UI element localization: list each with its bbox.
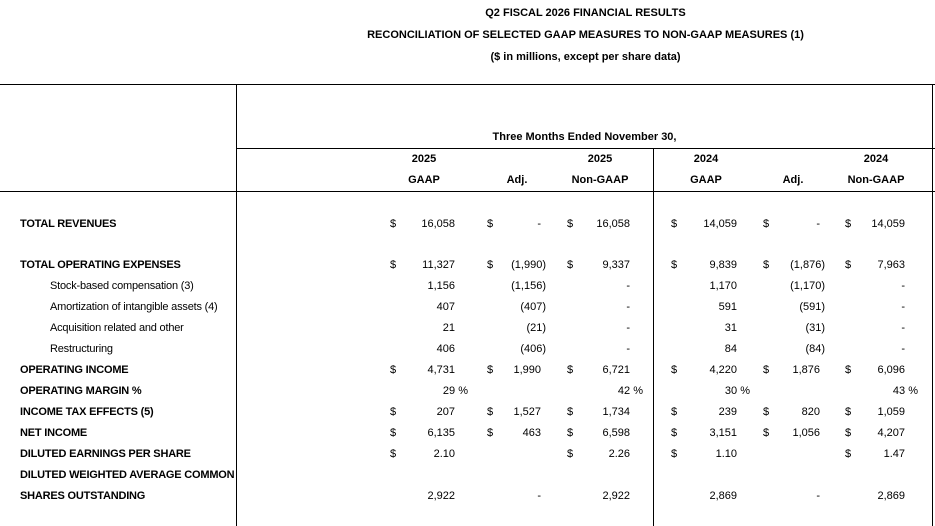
dollar-sign: $ bbox=[763, 406, 770, 418]
cell-value: 6,096 bbox=[877, 364, 905, 376]
cell-value: 463 bbox=[522, 427, 541, 439]
period-header: Three Months Ended November 30, bbox=[492, 131, 677, 143]
dollar-sign: $ bbox=[567, 364, 574, 376]
cell-value: 1,876 bbox=[792, 364, 820, 376]
dollar-sign: $ bbox=[671, 259, 678, 271]
dollar-sign: $ bbox=[845, 364, 852, 376]
dollar-sign: $ bbox=[671, 427, 678, 439]
cell-value: 30 % bbox=[724, 385, 750, 397]
table-row bbox=[0, 339, 935, 360]
row-label: TOTAL OPERATING EXPENSES bbox=[20, 259, 181, 271]
cell-value: 239 bbox=[718, 406, 737, 418]
cell-value: 31 bbox=[724, 322, 737, 334]
cell-value: 4,207 bbox=[877, 427, 905, 439]
cell-value: - bbox=[901, 280, 905, 292]
table-row bbox=[0, 214, 935, 235]
cell-value: 591 bbox=[718, 301, 737, 313]
row-label: NET INCOME bbox=[20, 427, 88, 439]
cell-value: 1,527 bbox=[513, 406, 541, 418]
report-units-note: ($ in millions, except per share data) bbox=[490, 51, 681, 63]
row-label: Restructuring bbox=[50, 343, 113, 355]
dollar-sign: $ bbox=[845, 259, 852, 271]
cell-value: 6,721 bbox=[602, 364, 630, 376]
table-row bbox=[0, 297, 935, 318]
column-header-underline bbox=[0, 191, 935, 192]
dollar-sign: $ bbox=[763, 259, 770, 271]
dollar-sign: $ bbox=[671, 218, 678, 230]
report-subtitle: RECONCILIATION OF SELECTED GAAP MEASURES TO NON-GAAP MEASURES (1) bbox=[367, 29, 804, 41]
cell-value: 820 bbox=[801, 406, 820, 418]
cell-value: (1,156) bbox=[511, 280, 546, 292]
cell-value: 2.26 bbox=[608, 448, 630, 460]
cell-value: - bbox=[537, 490, 541, 502]
cell-value: 1,059 bbox=[877, 406, 905, 418]
cell-value: 11,327 bbox=[422, 259, 455, 271]
cell-value: 6,598 bbox=[602, 427, 630, 439]
column-header-adj-2025: Adj. bbox=[506, 174, 528, 186]
cell-value: 207 bbox=[436, 406, 455, 418]
dollar-sign: $ bbox=[487, 406, 494, 418]
dollar-sign: $ bbox=[671, 364, 678, 376]
row-label: SHARES OUTSTANDING bbox=[20, 490, 146, 502]
dollar-sign: $ bbox=[390, 218, 397, 230]
table-row bbox=[0, 444, 935, 465]
cell-value: 29 % bbox=[442, 385, 468, 397]
cell-value: 9,337 bbox=[602, 259, 630, 271]
cell-value: 7,963 bbox=[877, 259, 905, 271]
column-header-gaap-2025: GAAP bbox=[408, 174, 440, 186]
row-label: Amortization of intangible assets (4) bbox=[50, 301, 218, 313]
table-row bbox=[0, 381, 935, 402]
cell-value: 2,869 bbox=[877, 490, 905, 502]
cell-value: 406 bbox=[436, 343, 455, 355]
report-title: Q2 FISCAL 2026 FINANCIAL RESULTS bbox=[485, 7, 686, 19]
cell-value: 1.10 bbox=[715, 448, 737, 460]
dollar-sign: $ bbox=[487, 259, 494, 271]
cell-value: (21) bbox=[526, 322, 546, 334]
row-label: Stock-based compensation (3) bbox=[50, 280, 194, 292]
cell-value: (1,876) bbox=[790, 259, 825, 271]
year-label-2025-gaap: 2025 bbox=[411, 153, 437, 165]
cell-value: 84 bbox=[724, 343, 737, 355]
row-label: OPERATING MARGIN % bbox=[20, 385, 142, 397]
table-row bbox=[0, 360, 935, 381]
row-label: TOTAL REVENUES bbox=[20, 218, 117, 230]
table-row bbox=[0, 465, 935, 486]
dollar-sign: $ bbox=[763, 364, 770, 376]
table-row bbox=[0, 318, 935, 339]
dollar-sign: $ bbox=[567, 448, 574, 460]
cell-value: (31) bbox=[805, 322, 825, 334]
column-header-gaap-2024: GAAP bbox=[690, 174, 722, 186]
cell-value: 14,059 bbox=[871, 218, 905, 230]
cell-value: 2.10 bbox=[433, 448, 455, 460]
cell-value: 1.47 bbox=[883, 448, 905, 460]
cell-value: - bbox=[626, 301, 630, 313]
year-label-2024-nongaap: 2024 bbox=[863, 153, 889, 165]
cell-value: 6,135 bbox=[427, 427, 455, 439]
cell-value: 43 % bbox=[892, 385, 918, 397]
cell-value: (1,990) bbox=[511, 259, 546, 271]
cell-value: 16,058 bbox=[596, 218, 630, 230]
table-row bbox=[0, 276, 935, 297]
row-label: DILUTED EARNINGS PER SHARE bbox=[20, 448, 191, 460]
dollar-sign: $ bbox=[567, 218, 574, 230]
dollar-sign: $ bbox=[567, 427, 574, 439]
dollar-sign: $ bbox=[487, 218, 494, 230]
cell-value: 1,734 bbox=[602, 406, 630, 418]
column-header-nongaap-2025: Non-GAAP bbox=[571, 174, 629, 186]
cell-value: 1,990 bbox=[513, 364, 541, 376]
dollar-sign: $ bbox=[567, 406, 574, 418]
cell-value: (406) bbox=[520, 343, 546, 355]
row-label: OPERATING INCOME bbox=[20, 364, 129, 376]
dollar-sign: $ bbox=[390, 364, 397, 376]
cell-value: 2,869 bbox=[709, 490, 737, 502]
cell-value: (84) bbox=[805, 343, 825, 355]
cell-value: 3,151 bbox=[709, 427, 737, 439]
cell-value: - bbox=[626, 322, 630, 334]
cell-value: - bbox=[901, 301, 905, 313]
dollar-sign: $ bbox=[671, 448, 678, 460]
dollar-sign: $ bbox=[487, 364, 494, 376]
dollar-sign: $ bbox=[390, 406, 397, 418]
column-header-nongaap-2024: Non-GAAP bbox=[847, 174, 905, 186]
dollar-sign: $ bbox=[845, 406, 852, 418]
cell-value: (407) bbox=[520, 301, 546, 313]
cell-value: 1,170 bbox=[709, 280, 737, 292]
cell-value: - bbox=[901, 322, 905, 334]
table-row bbox=[0, 402, 935, 423]
dollar-sign: $ bbox=[763, 427, 770, 439]
dollar-sign: $ bbox=[845, 448, 852, 460]
cell-value: (1,170) bbox=[790, 280, 825, 292]
cell-value: (591) bbox=[799, 301, 825, 313]
table-row bbox=[0, 423, 935, 444]
cell-value: - bbox=[901, 343, 905, 355]
cell-value: 42 % bbox=[617, 385, 643, 397]
dollar-sign: $ bbox=[763, 218, 770, 230]
cell-value: - bbox=[626, 280, 630, 292]
cell-value: 1,056 bbox=[792, 427, 820, 439]
cell-value: 14,059 bbox=[703, 218, 737, 230]
cell-value: 4,731 bbox=[427, 364, 455, 376]
table-row bbox=[0, 486, 935, 507]
cell-value: 16,058 bbox=[421, 218, 455, 230]
dollar-sign: $ bbox=[845, 218, 852, 230]
dollar-sign: $ bbox=[487, 427, 494, 439]
year-label-2025-nongaap: 2025 bbox=[587, 153, 613, 165]
period-header-underline bbox=[236, 148, 935, 149]
cell-value: 1,156 bbox=[427, 280, 455, 292]
row-label: INCOME TAX EFFECTS (5) bbox=[20, 406, 154, 418]
cell-value: 407 bbox=[436, 301, 455, 313]
cell-value: - bbox=[816, 218, 820, 230]
year-label-2024-gaap: 2024 bbox=[693, 153, 719, 165]
cell-value: - bbox=[626, 343, 630, 355]
dollar-sign: $ bbox=[390, 448, 397, 460]
column-header-adj-2024: Adj. bbox=[782, 174, 804, 186]
row-label: DILUTED WEIGHTED AVERAGE COMMON bbox=[20, 469, 235, 481]
table-top-border bbox=[0, 84, 935, 85]
dollar-sign: $ bbox=[671, 406, 678, 418]
cell-value: - bbox=[816, 490, 820, 502]
row-label: Acquisition related and other bbox=[50, 322, 184, 334]
cell-value: - bbox=[537, 218, 541, 230]
dollar-sign: $ bbox=[390, 259, 397, 271]
dollar-sign: $ bbox=[845, 427, 852, 439]
cell-value: 21 bbox=[442, 322, 455, 334]
dollar-sign: $ bbox=[390, 427, 397, 439]
cell-value: 4,220 bbox=[709, 364, 737, 376]
cell-value: 9,839 bbox=[709, 259, 737, 271]
dollar-sign: $ bbox=[567, 259, 574, 271]
cell-value: 2,922 bbox=[602, 490, 630, 502]
cell-value: 2,922 bbox=[427, 490, 455, 502]
table-row bbox=[0, 255, 935, 276]
